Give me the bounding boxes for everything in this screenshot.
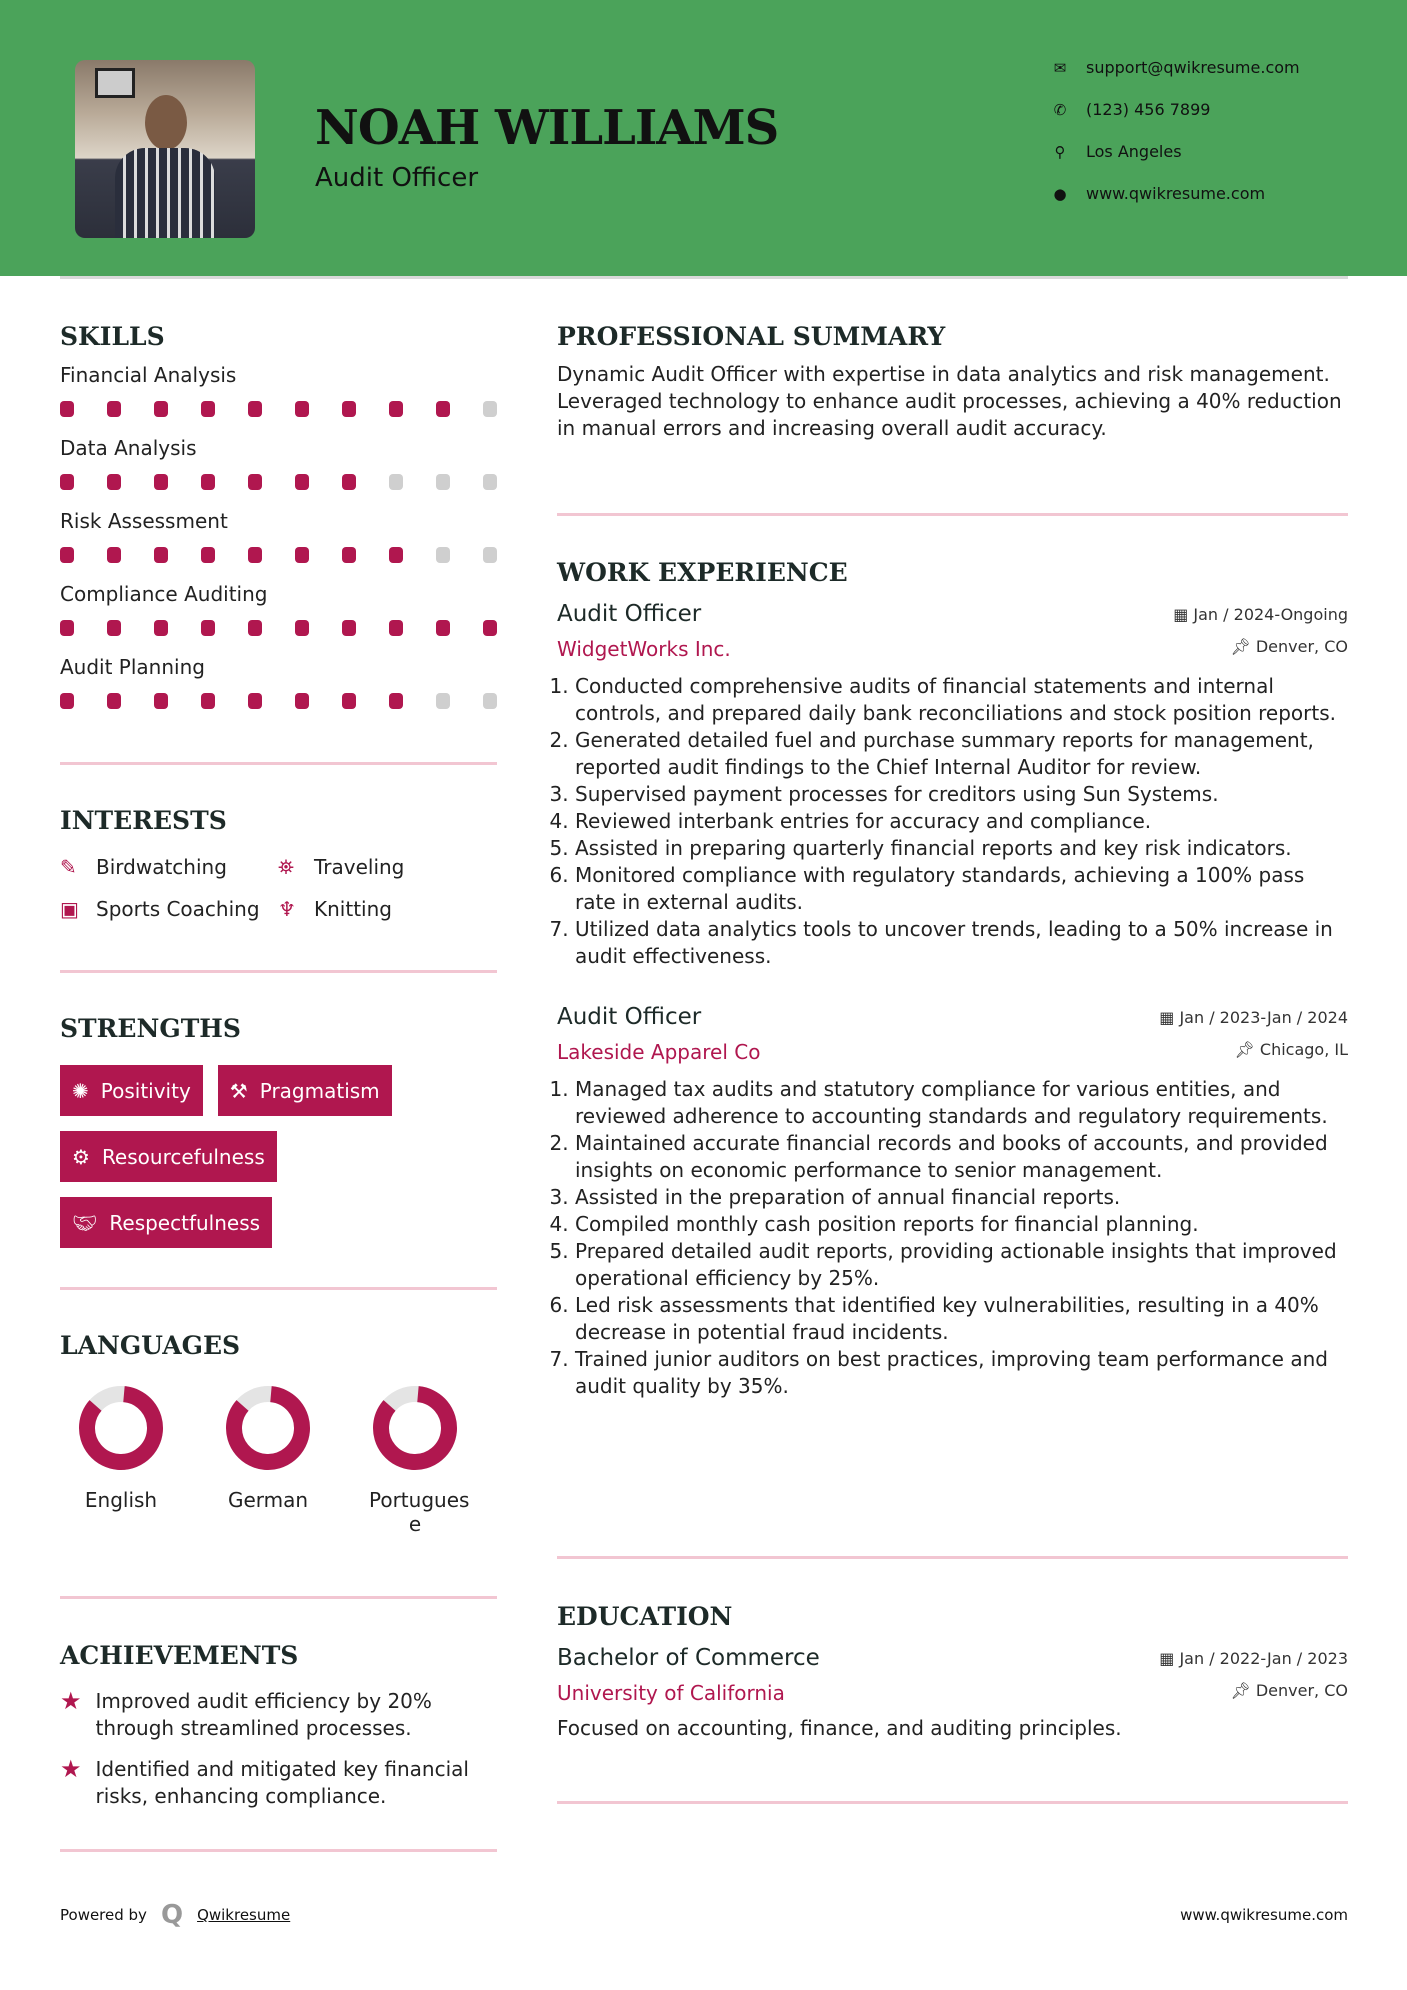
handshake-icon: 🤝︎	[72, 1210, 98, 1235]
cogs-icon: ⚙	[72, 1144, 90, 1169]
star-icon: ★	[60, 1755, 82, 1783]
skill-dot	[60, 401, 74, 417]
skill-dot	[60, 693, 74, 709]
interest-item: ✎ Birdwatching	[60, 855, 227, 879]
job-title: Audit Officer	[557, 1004, 702, 1030]
job-bullet: 3. Assisted in the preparation of annual financial reports.	[575, 1184, 1348, 1211]
education-section	[557, 1602, 1348, 1742]
language-label: German	[227, 1488, 309, 1512]
language-donut	[222, 1382, 314, 1474]
skill-dot	[248, 401, 262, 417]
skill-dot	[201, 401, 215, 417]
skill-rating	[60, 474, 497, 497]
candidate-title: Audit Officer	[315, 163, 479, 193]
skill-dot	[295, 547, 309, 563]
skills-section	[60, 322, 497, 716]
candidate-name: NOAH WILLIAMS	[315, 100, 779, 156]
education-location: 📌︎ Denver, CO	[1230, 1681, 1348, 1700]
skill-dot	[201, 474, 215, 490]
skill-dot	[154, 547, 168, 563]
skill-dot	[201, 547, 215, 563]
skill-dot	[295, 401, 309, 417]
section-heading: ACHIEVEMENTS	[60, 1641, 299, 1670]
job-location: 📌︎ Chicago, IL	[1234, 1040, 1348, 1059]
skill-dot	[436, 401, 450, 417]
gavel-icon: ⚒	[229, 1078, 248, 1103]
job-bullet: 6. Monitored compliance with regulatory standards, achieving a 100% pass rate in external audits.	[575, 862, 1348, 916]
skill-dot	[342, 620, 356, 636]
brand-link[interactable]: Qwikresume	[197, 1906, 291, 1924]
skill-dot	[107, 693, 121, 709]
calendar-icon: ▦	[1173, 605, 1194, 624]
language-label: Portugues e	[369, 1488, 470, 1536]
skill-dot	[248, 620, 262, 636]
skill-dot	[342, 547, 356, 563]
language-donut	[75, 1382, 167, 1474]
skill-rating	[60, 401, 497, 424]
skill-dot	[483, 620, 497, 636]
job-bullet: 5. Assisted in preparing quarterly financial reports and key risk indicators.	[575, 835, 1348, 862]
skill-dot	[483, 547, 497, 563]
job-entry	[557, 1004, 1348, 1400]
skill-dot	[389, 401, 403, 417]
strength-tag: ⚙ Resourcefulness	[60, 1131, 277, 1182]
interest-item: ▣ Sports Coaching	[60, 897, 260, 921]
school: University of California	[557, 1681, 785, 1705]
skill-dot	[154, 620, 168, 636]
education-date: ▦ Jan / 2022-Jan / 2023	[1159, 1649, 1348, 1668]
language-item	[75, 1382, 167, 1536]
job-bullet: 3. Supervised payment processes for creditors using Sun Systems.	[575, 781, 1348, 808]
skill-dot	[295, 620, 309, 636]
skill-dot	[295, 693, 309, 709]
skill-rating	[60, 693, 497, 716]
binoculars-icon: ⛯	[278, 855, 294, 879]
star-icon: ★	[60, 1687, 82, 1715]
divider	[60, 970, 497, 973]
calendar-icon: ▦	[1159, 1008, 1180, 1027]
skill-dot	[201, 693, 215, 709]
skill-dot	[60, 547, 74, 563]
pushpin-icon: 📌︎	[1234, 1040, 1260, 1059]
skill-dot	[483, 401, 497, 417]
skill-rating	[60, 547, 497, 570]
skill-dot	[248, 474, 262, 490]
summary-text: Dynamic Audit Officer with expertise in data analytics and risk management. Leveraged technology to enhance audit processes, achieving a 40% reduction in manual errors and increasing overall audit accuracy.	[557, 362, 1342, 440]
job-bullet: 2. Maintained accurate financial records and books of accounts, and provided insights on economic performance to senior management.	[575, 1130, 1348, 1184]
divider	[557, 1801, 1348, 1804]
divider	[60, 762, 497, 765]
skill-label: Data Analysis	[60, 436, 197, 460]
skill-dot	[248, 693, 262, 709]
trophy-icon: ♆	[278, 897, 296, 921]
experience-section	[557, 558, 1348, 1400]
job-title: Audit Officer	[557, 601, 702, 627]
job-entry	[557, 601, 1348, 970]
skill-dot	[342, 474, 356, 490]
skill-dot	[342, 693, 356, 709]
qwikresume-logo-icon: Q	[160, 1900, 184, 1930]
contact-website[interactable]: ● www.qwikresume.com	[1050, 184, 1265, 203]
company-name: Lakeside Apparel Co	[557, 1040, 761, 1064]
skill-dot	[107, 474, 121, 490]
pushpin-icon: 📌︎	[1230, 1681, 1256, 1700]
job-bullet: 6. Led risk assessments that identified key vulnerabilities, resulting in a 40% decrease in potential fraud incidents.	[575, 1292, 1348, 1346]
education-description: Focused on accounting, finance, and auditing principles.	[557, 1716, 1122, 1740]
profile-photo	[75, 60, 255, 238]
skill-dot	[389, 620, 403, 636]
skill-dot	[389, 693, 403, 709]
strength-tag: 🤝︎ Respectfulness	[60, 1197, 272, 1248]
skill-dot	[201, 620, 215, 636]
strength-tag: ⚒ Pragmatism	[218, 1065, 392, 1116]
skill-dot	[107, 401, 121, 417]
skill-label: Risk Assessment	[60, 509, 228, 533]
skill-label: Compliance Auditing	[60, 582, 268, 606]
job-bullet: 4. Compiled monthly cash position reports for financial planning.	[575, 1211, 1348, 1238]
envelope-icon: ✉	[1053, 58, 1067, 77]
summary-section	[557, 322, 1348, 442]
section-heading: INTERESTS	[60, 806, 227, 835]
achievement-item: ★ Identified and mitigated key financial risks, enhancing compliance.	[60, 1755, 469, 1808]
language-label: English	[84, 1488, 158, 1512]
skill-dot	[154, 401, 168, 417]
interest-item: ♆ Knitting	[278, 897, 392, 921]
section-heading: PROFESSIONAL SUMMARY	[557, 322, 946, 351]
phone-icon: ✆	[1053, 100, 1067, 119]
skill-dot	[60, 474, 74, 490]
skill-dot	[483, 474, 497, 490]
achievement-item: ★ Improved audit efficiency by 20% through streamlined processes.	[60, 1687, 432, 1740]
job-location: 📌︎ Denver, CO	[1230, 637, 1348, 656]
languages-section	[60, 1331, 497, 1536]
job-bullet: 1. Conducted comprehensive audits of financial statements and internal controls, and prepared daily bank reconciliations and stock position reports.	[575, 673, 1348, 727]
skill-dot	[60, 620, 74, 636]
section-heading: STRENGTHS	[60, 1014, 241, 1043]
job-bullets	[557, 673, 1348, 970]
language-item	[369, 1382, 470, 1536]
job-date: ▦ Jan / 2024-Ongoing	[1173, 605, 1348, 624]
skill-dot	[107, 620, 121, 636]
calendar-icon: ▦	[1159, 1649, 1180, 1668]
section-heading: WORK EXPERIENCE	[557, 558, 848, 587]
language-donut	[369, 1382, 461, 1474]
job-date: ▦ Jan / 2023-Jan / 2024	[1159, 1008, 1348, 1027]
interests-section	[60, 806, 497, 921]
skill-rating	[60, 620, 497, 643]
globe-icon: ●	[1053, 184, 1067, 203]
skill-dot	[436, 474, 450, 490]
divider	[557, 513, 1348, 516]
degree: Bachelor of Commerce	[557, 1645, 820, 1671]
skill-dot	[342, 401, 356, 417]
skill-dot	[436, 693, 450, 709]
skill-dot	[154, 693, 168, 709]
pencil-square-icon: ✎	[60, 855, 77, 879]
skill-dot	[436, 620, 450, 636]
sun-icon: ✺	[72, 1078, 89, 1103]
divider	[60, 1596, 497, 1599]
skill-dot	[389, 474, 403, 490]
section-heading: EDUCATION	[557, 1602, 733, 1631]
skill-label: Audit Planning	[60, 655, 205, 679]
company-name: WidgetWorks Inc.	[557, 637, 731, 661]
job-bullets	[557, 1076, 1348, 1400]
contact-email[interactable]: ✉ support@qwikresume.com	[1050, 58, 1300, 77]
job-bullet: 2. Generated detailed fuel and purchase summary reports for management, reported audit findings to the Chief Internal Auditor for review.	[575, 727, 1348, 781]
interest-item: ⛯ Traveling	[278, 855, 405, 879]
divider	[557, 1556, 1348, 1559]
skill-dot	[389, 547, 403, 563]
job-bullet: 5. Prepared detailed audit reports, providing actionable insights that improved operational efficiency by 25%.	[575, 1238, 1348, 1292]
pushpin-icon: 📌︎	[1230, 637, 1256, 656]
strengths-section	[60, 1014, 497, 1248]
contact-location: ⚲ Los Angeles	[1050, 142, 1182, 161]
map-marker-icon: ⚲	[1054, 142, 1066, 161]
skill-dot	[248, 547, 262, 563]
skill-dot	[154, 474, 168, 490]
divider	[60, 1849, 497, 1852]
job-bullet: 1. Managed tax audits and statutory compliance for various entities, and reviewed adherence to accounting standards and regulatory requirements.	[575, 1076, 1348, 1130]
header-divider	[60, 276, 1348, 279]
section-heading: SKILLS	[60, 322, 165, 351]
job-bullet: 4. Reviewed interbank entries for accuracy and compliance.	[575, 808, 1348, 835]
briefcase-icon: ▣	[60, 897, 79, 921]
strength-tag: ✺ Positivity	[60, 1065, 203, 1116]
divider	[60, 1287, 497, 1290]
skill-dot	[483, 693, 497, 709]
job-bullet: 7. Trained junior auditors on best practices, improving team performance and audit quality by 35%.	[575, 1346, 1348, 1400]
skill-label: Financial Analysis	[60, 363, 237, 387]
skill-dot	[107, 547, 121, 563]
footer-powered: Powered by Q Qwikresume	[60, 1900, 291, 1930]
section-heading: LANGUAGES	[60, 1331, 241, 1360]
achievements-section	[60, 1641, 497, 1824]
contact-phone: ✆ (123) 456 7899	[1050, 100, 1210, 119]
job-bullet: 7. Utilized data analytics tools to uncover trends, leading to a 50% increase in audit effectiveness.	[575, 916, 1348, 970]
skill-dot	[436, 547, 450, 563]
footer-url[interactable]: www.qwikresume.com	[1180, 1906, 1348, 1924]
language-item	[222, 1382, 314, 1536]
skill-dot	[295, 474, 309, 490]
